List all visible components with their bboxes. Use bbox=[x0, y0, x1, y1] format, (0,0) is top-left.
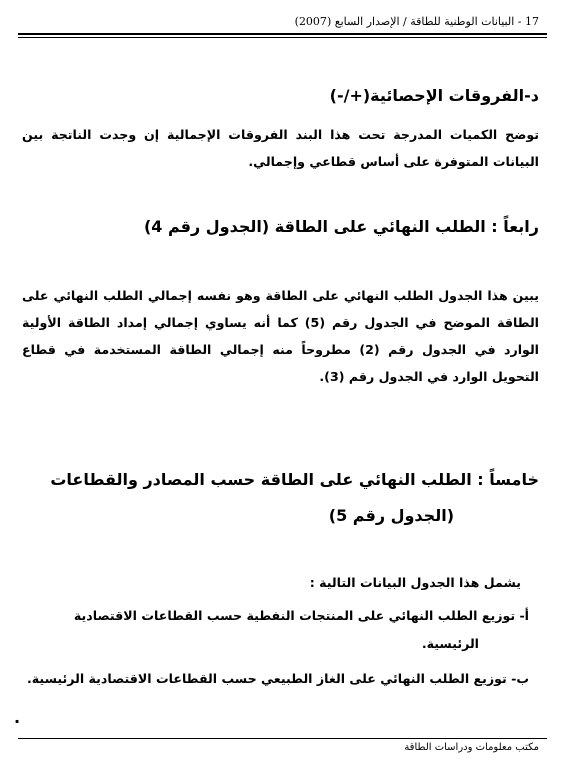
footer-rule bbox=[18, 738, 547, 739]
page-header bbox=[22, 12, 543, 32]
trailing-dot: . bbox=[14, 708, 21, 727]
section-d-title: د-الفروقات الإحصائية(+/-) bbox=[329, 86, 539, 105]
section-fifth-intro: يشمل هذا الجدول البيانات التالية : bbox=[309, 575, 521, 590]
section-d-body: توضح الكميات المدرجة تحت هذا البند الفروقات الإجمالية إن وجدت الناتجة بين البيانات المتوفرة على أساس قطاعي وإجمالي. bbox=[22, 127, 539, 169]
header-rule-thin bbox=[18, 37, 547, 38]
section-fifth-title: خامساً : الطلب النهائي على الطاقة حسب المصادر والقطاعات bbox=[50, 470, 539, 489]
section-fourth-title: رابعاً : الطلب النهائي على الطاقة (الجدول رقم 4) bbox=[143, 217, 539, 236]
header-rule bbox=[18, 33, 547, 35]
list-item-b: ب- توزيع الطلب النهائي على الغاز الطبيعي حسب القطاعات الاقتصادية الرئيسية. bbox=[27, 671, 529, 686]
section-fifth-subtitle: (الجدول رقم 5) bbox=[328, 506, 454, 525]
list-item-a: أ- توزيع الطلب النهائي على المنتجات النفطية حسب القطاعات الاقتصادية bbox=[73, 608, 529, 623]
header-text: 17 - البيانات الوطنية للطاقة / الإصدار السابع (2007) bbox=[294, 15, 539, 28]
list-item-a-continuation: الرئيسية. bbox=[421, 636, 479, 651]
page-footer: مكتب معلومات ودراسات الطاقة bbox=[404, 742, 539, 753]
section-fourth-body: يبين هذا الجدول الطلب النهائي على الطاقة وهو نفسه إجمالي الطلب النهائي على الطاقة الموضح في الجدول رقم (5) كما أنه يساوي إجمالي إمداد الطاقة الأولية الوارد في الجدول رقم (2) مطروحاً منه إجمالي الطاقة المستخدمة في قطاع التحويل الوارد في الجدول رقم (3). bbox=[22, 288, 539, 384]
